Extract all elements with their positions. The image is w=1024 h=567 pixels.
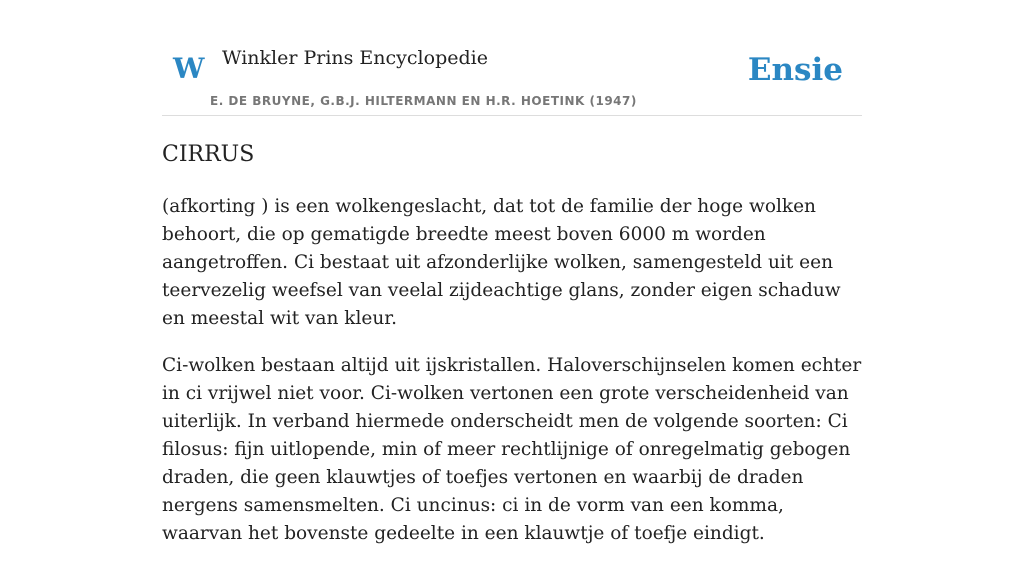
book-title[interactable]: Winkler Prins Encyclopedie	[222, 47, 488, 69]
book-authors: E. DE BRUYNE, G.B.J. HILTERMANN EN H.R. HOETINK (1947)	[210, 94, 637, 108]
winkler-prins-logo[interactable]: W	[173, 52, 205, 85]
paragraph: (afkorting ) is een wolkengeslacht, dat tot de familie der hoge wolken behoort, die op gematigde breedte meest boven 6000 m worden aangetroffen. Ci bestaat uit afzonderlijke wolken, samengesteld uit een teervezelig weefsel van veelal zijdeachtige glans, zonder eigen schaduw en meestal wit van kleur.	[162, 196, 841, 329]
article-body	[162, 193, 862, 567]
ensie-logo[interactable]: Ensie	[747, 52, 843, 88]
entry-title: CIRRUS	[162, 142, 255, 167]
header	[162, 0, 862, 116]
paragraph: Ci-wolken bestaan altijd uit ijskristallen. Haloverschijnselen komen echter in ci vrijwel niet voor. Ci-wolken vertonen een grote verscheidenheid van uiterlijk. In verband hiermede onderscheidt men de volgende soorten: Ci filosus: fijn uitlopende, min of meer rechtlijnige of onregelmatig gebogen draden, die geen klauwtjes of toefjes vertonen en waarbij de draden nergens samensmelten. Ci uncinus: ci in de vorm van een komma, waarvan het bovenste gedeelte in een klauwtje of toefje eindigt.	[162, 355, 862, 544]
page	[162, 0, 862, 544]
